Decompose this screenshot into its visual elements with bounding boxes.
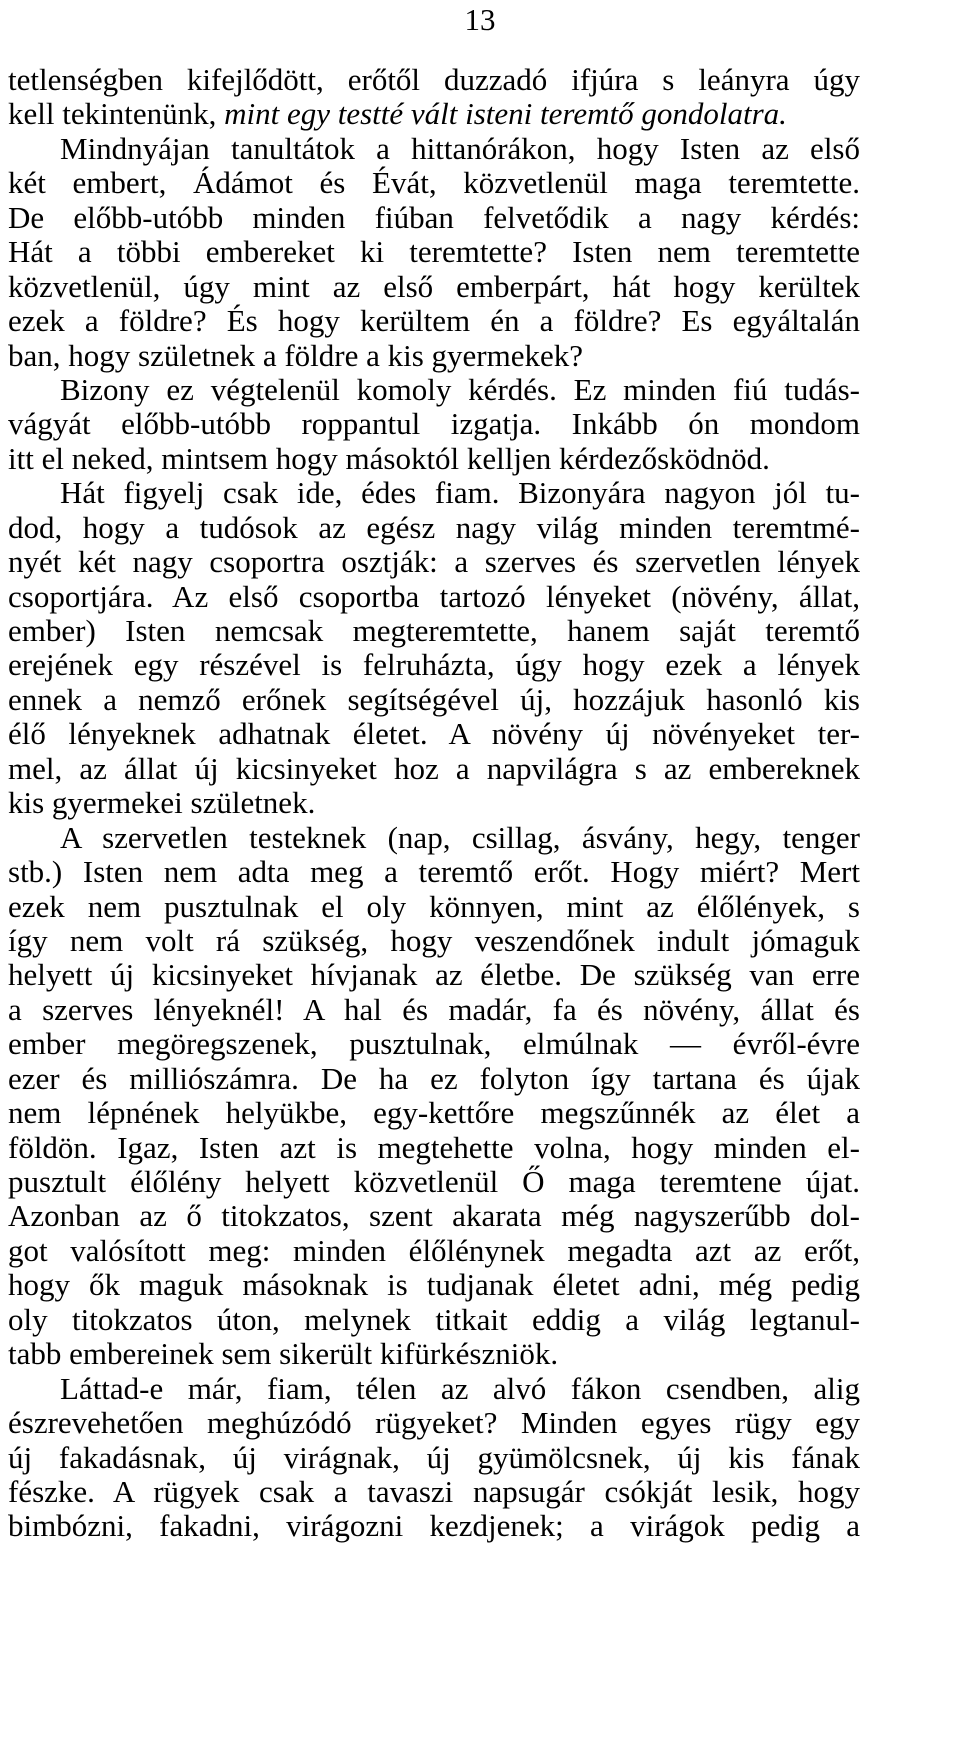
text-run: stb.) Isten nem adta meg a teremtő erőt. Hogy miért? Mert <box>8 854 860 890</box>
text-run: Hát figyelj csak ide, édes fiam. Bizonyára nagyon jól tu- <box>60 475 860 511</box>
text-line <box>8 1509 860 1543</box>
text-run: észrevehetően meghúzódó rügyeket? Minden egyes rügy egy <box>8 1405 860 1441</box>
text-run: ezek nem pusztulnak el oly könnyen, mint az élőlények, s <box>8 888 860 924</box>
text-run: Mindnyájan tanultátok a hittanórákon, hogy Isten az első <box>60 130 860 166</box>
text-run: got valósított meg: minden élőlénynek megadta azt az erőt, <box>8 1232 860 1268</box>
text-run: erejének egy részével is felruházta, úgy hogy ezek a lények <box>8 647 860 683</box>
text-run: közvetlenül, úgy mint az első emberpárt, hát hogy kerültek <box>8 268 860 304</box>
text-run: mel, az állat új kicsinyeket hoz a napvilágra s az embereknek <box>8 750 860 786</box>
text-line <box>8 924 860 958</box>
text-run: földön. Igaz, Isten azt is megtehette volna, hogy minden el- <box>8 1129 860 1165</box>
text-run: Azonban az ő titokzatos, szent akarata még nagyszerűbb dol- <box>8 1198 860 1234</box>
text-run: a szerves lényeknél! A hal és madár, fa és növény, állat és <box>8 991 860 1027</box>
text-run: új fakadásnak, új virágnak, új gyümölcsnek, új kis fának <box>8 1439 860 1475</box>
text-line <box>8 717 860 751</box>
text-run: ban, hogy születnek a földre a kis gyermekek? <box>8 337 584 373</box>
text-line <box>8 1234 860 1268</box>
text-line <box>8 1165 860 1199</box>
text-line <box>8 855 860 889</box>
text-line <box>8 1303 860 1337</box>
text-run: ember) Isten nemcsak megteremtette, hanem saját teremtő <box>8 613 860 648</box>
text-run: Bizony ez végtelenül komoly kérdés. Ez minden fiú tudás- <box>60 371 860 407</box>
text-line <box>8 786 860 820</box>
text-line <box>8 821 860 855</box>
text-run: helyett új kicsinyeket hívjanak az életbe. De szükség van erre <box>8 957 860 993</box>
text-line <box>8 614 860 648</box>
text-run: tetlenségben kifejlődött, erőtől duzzadó ifjúra s leányra úgy <box>8 62 860 97</box>
text-line <box>8 1337 860 1371</box>
text-line <box>8 1441 860 1475</box>
italic-text-run: mint egy testté vált isteni teremtő gondolatra. <box>224 96 787 132</box>
text-line <box>8 1062 860 1096</box>
body-text <box>8 63 860 1544</box>
text-line <box>8 339 860 373</box>
text-line <box>8 1475 860 1509</box>
text-run: csoportjára. Az első csoportba tartozó lényeket (növény, állat, <box>8 578 860 614</box>
text-run: tabb embereinek sem sikerült kifürkészniök. <box>8 1336 559 1372</box>
text-run: fészke. A rügyek csak a tavaszi napsugár csókját lesik, hogy <box>8 1473 860 1509</box>
text-line <box>8 1027 860 1061</box>
text-run: Láttad-e már, fiam, télen az alvó fákon csendben, alig <box>60 1370 860 1406</box>
text-run: ezek a földre? És hogy kerültem én a földre? Es egyáltalán <box>8 303 860 339</box>
text-run: ennek a nemző erőnek segítségével új, hozzájuk hasonló kis <box>8 681 860 717</box>
text-line <box>8 132 860 166</box>
text-run: nem lépnének helyükbe, egy-kettőre megszűnnék az élet a <box>8 1095 860 1131</box>
text-line <box>8 407 860 441</box>
text-line <box>8 1096 860 1130</box>
text-line <box>8 1199 860 1233</box>
text-line <box>8 166 860 200</box>
text-run: két embert, Ádámot és Évát, közvetlenül maga teremtette. <box>8 165 860 201</box>
text-line <box>8 63 860 97</box>
text-line <box>8 1406 860 1440</box>
text-line <box>8 270 860 304</box>
text-line <box>8 890 860 924</box>
text-run: bimbózni, fakadni, virágozni kezdjenek; a virágok pedig a <box>8 1508 860 1544</box>
text-line <box>8 648 860 682</box>
text-line <box>8 752 860 786</box>
text-line <box>8 511 860 545</box>
text-line <box>8 476 860 510</box>
text-run: így nem volt rá szükség, hogy veszendőnek indult jómaguk <box>8 922 860 958</box>
text-run: De előbb-utóbb minden fiúban felvetődik a nagy kérdés: <box>8 199 860 235</box>
text-line <box>8 97 860 131</box>
text-line <box>8 993 860 1027</box>
text-line <box>8 545 860 579</box>
text-run: oly titokzatos úton, melynek titkait eddig a világ legtanul- <box>8 1301 860 1337</box>
text-run: vágyát előbb-utóbb roppantul izgatja. Inkább ón mondom <box>8 406 860 442</box>
text-line <box>8 1268 860 1302</box>
text-line <box>8 373 860 407</box>
text-line <box>8 958 860 992</box>
text-run: itt el neked, mintsem hogy másoktól kelljen kérdezősködnöd. <box>8 440 770 476</box>
text-run: A szervetlen testeknek (nap, csillag, ásvány, hegy, tenger <box>60 819 860 855</box>
page-number: 13 <box>464 2 496 37</box>
text-line <box>8 580 860 614</box>
text-line <box>8 442 860 476</box>
text-run: Hát a többi embereket ki teremtette? Isten nem teremtette <box>8 234 860 270</box>
text-run: ember megöregszenek, pusztulnak, elmúlnak — évről-évre <box>8 1026 860 1062</box>
text-line <box>8 304 860 338</box>
text-line <box>8 1131 860 1165</box>
text-run: ezer és milliószámra. De ha ez folyton így tartana és újak <box>8 1060 860 1096</box>
text-line <box>8 235 860 269</box>
text-line <box>8 1372 860 1406</box>
text-run: kell tekintenünk, <box>8 96 225 132</box>
text-line <box>8 683 860 717</box>
text-line <box>8 201 860 235</box>
text-run: hogy ők maguk másoknak is tudjanak életet adni, még pedig <box>8 1267 860 1303</box>
text-run: dod, hogy a tudósok az egész nagy világ minden teremtmé- <box>8 509 860 545</box>
text-run: pusztult élőlény helyett közvetlenül Ő maga teremtene újat. <box>8 1164 860 1199</box>
text-run: élő lényeknek adhatnak életet. A növény új növényeket ter- <box>8 716 860 752</box>
text-run: kis gyermekei születnek. <box>8 785 316 821</box>
text-run: nyét két nagy csoportra osztják: a szerves és szervetlen lények <box>8 544 860 580</box>
